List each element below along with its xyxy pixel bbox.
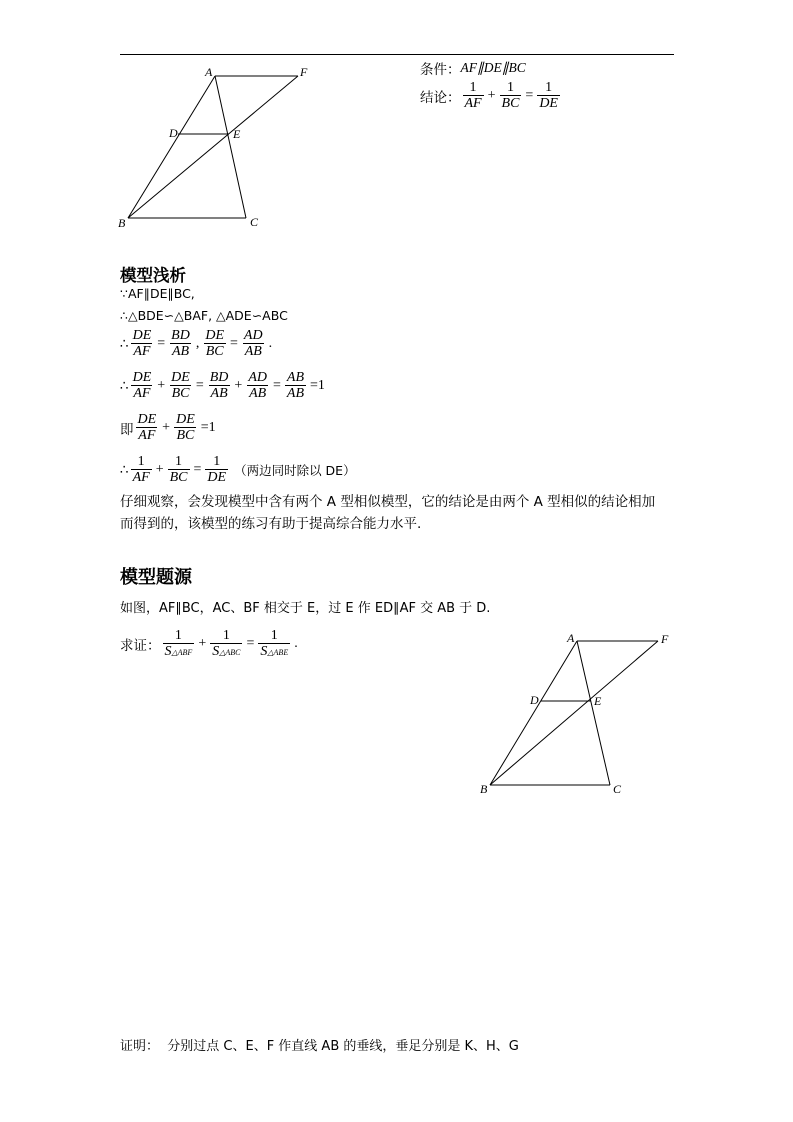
label-C: C <box>613 782 622 796</box>
analysis-line-2: ∴△BDE∽△BAF, △ADE∽ABC <box>120 308 288 323</box>
namely-word: 即 <box>120 421 134 438</box>
conclusion-fraction-1: $\frac{1}{AF}$ <box>464 80 482 111</box>
equals-sign: = <box>246 636 255 651</box>
period: . <box>268 335 273 351</box>
analysis-note: （两边同时除以 DE） <box>234 462 356 478</box>
label-A: A <box>205 65 213 79</box>
conclusion-line <box>420 80 562 111</box>
fraction: $\frac{1}{AF}$ <box>132 454 150 485</box>
label-D: D <box>530 693 539 707</box>
fraction: $\frac{1}{BC}$ <box>169 454 188 485</box>
label-C: C <box>250 215 259 229</box>
fraction: $\frac{DE}{BC}$ <box>205 328 225 359</box>
fraction: $\frac{DE}{AF}$ <box>132 328 152 359</box>
label-F: F <box>300 65 308 79</box>
segment-AC <box>577 641 610 785</box>
equals-one: =1 <box>200 419 216 435</box>
plus-sign: + <box>162 419 171 435</box>
analysis-line-3 <box>120 328 274 359</box>
prove-line <box>120 628 300 660</box>
top-geometry-figure <box>110 60 320 235</box>
prove-label: 求证： <box>120 638 161 654</box>
label-F: F <box>661 632 669 646</box>
condition-line <box>420 58 526 78</box>
period: . <box>294 636 298 651</box>
fraction: $\frac{AD}{AB}$ <box>243 328 263 359</box>
plus-sign: + <box>234 377 243 393</box>
comma: , <box>195 335 200 351</box>
analysis-paragraph-1: 仔细观察，会发现模型中含有两个 A 型相似模型，它的结论是由两个 A 型相似的结论相加 <box>120 494 656 510</box>
fraction: $\frac{BD}{AB}$ <box>209 370 229 401</box>
label-A: A <box>567 631 575 645</box>
proof-line: 证明： 分别过点 C、E、F 作直线 AB 的垂线，垂足分别是 K、H、G <box>120 1039 519 1054</box>
source-problem: 如图，AF∥BC，AC、BF 相交于 E，过 E 作 ED∥AF 交 AB 于 D. <box>120 601 491 616</box>
segment-BF <box>128 76 298 218</box>
equals-sign: = <box>230 335 238 351</box>
conclusion-fraction-3: $\frac{1}{DE}$ <box>539 80 558 111</box>
segment-AB <box>128 76 215 218</box>
conclusion-fraction-2: $\frac{1}{BC}$ <box>501 80 520 111</box>
segment-AC <box>215 76 246 218</box>
fraction: $\frac{DE}{AF}$ <box>137 412 157 443</box>
bottom-geometry-figure <box>470 625 680 800</box>
plus-sign: + <box>198 636 207 651</box>
analysis-line-1: ∵AF∥DE∥BC, <box>120 286 195 301</box>
analysis-line-6 <box>120 454 356 485</box>
fraction: $\frac{1}{DE}$ <box>207 454 227 485</box>
fraction: $\frac{DE}{BC}$ <box>176 412 195 443</box>
equals-sign: = <box>157 335 166 351</box>
segment-AB <box>490 641 577 785</box>
label-E: E <box>233 127 241 141</box>
label-B: B <box>480 782 488 796</box>
condition-text: AF∥DE∥BC <box>460 60 526 75</box>
area-fraction-3: $\frac{1}{\text{S△ABE}}$ <box>260 628 289 659</box>
fraction: $\frac{BD}{AB}$ <box>171 328 190 359</box>
fraction: $\frac{AB}{AB}$ <box>286 370 305 401</box>
analysis-line-4 <box>120 370 327 401</box>
header-rule <box>120 54 674 55</box>
equals-sign: = <box>273 377 281 393</box>
equals-one: =1 <box>310 377 325 393</box>
analysis-line-5 <box>120 412 218 443</box>
analysis-paragraph-2: 而得到的，该模型的练习有助于提高综合能力水平. <box>120 516 422 532</box>
equals-sign: = <box>525 87 534 103</box>
equals-sign: = <box>193 461 202 477</box>
area-fraction-1: $\frac{1}{\text{S△ABF}}$ <box>164 628 193 659</box>
therefore-sign: ∴ <box>120 461 129 478</box>
therefore-sign: ∴ <box>120 377 129 394</box>
plus-sign: + <box>487 87 496 103</box>
fraction: $\frac{DE}{AF}$ <box>132 370 152 401</box>
condition-label: 条件： <box>420 62 461 78</box>
therefore-sign: ∴ <box>120 335 129 352</box>
plus-sign: + <box>155 461 164 477</box>
fraction: $\frac{AD}{AB}$ <box>248 370 267 401</box>
label-D: D <box>169 126 178 140</box>
fraction: $\frac{DE}{BC}$ <box>171 370 190 401</box>
area-fraction-2: $\frac{1}{\text{S△ABC}}$ <box>212 628 241 659</box>
segment-BF <box>490 641 658 785</box>
source-heading: 模型题源 <box>120 567 192 588</box>
plus-sign: + <box>157 377 166 393</box>
analysis-heading: 模型浅析 <box>120 266 186 285</box>
conclusion-label: 结论： <box>420 89 461 106</box>
label-B: B <box>118 216 126 230</box>
equals-sign: = <box>195 377 204 393</box>
label-E: E <box>594 694 602 708</box>
